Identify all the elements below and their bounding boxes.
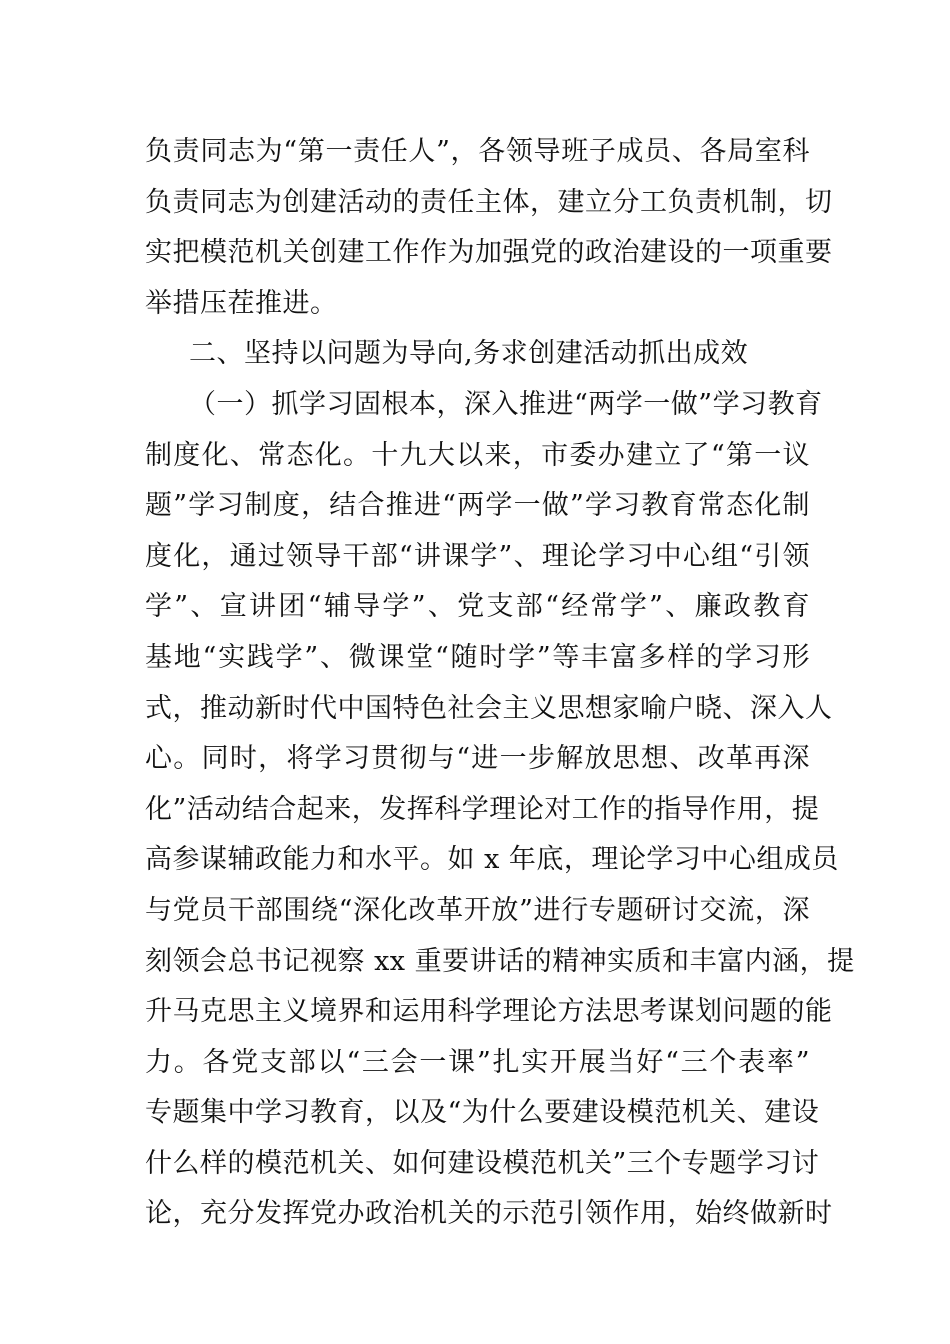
text-line: 基地“实践学”、微课堂“随时学”等丰富多样的学习形	[145, 641, 810, 673]
text-line: 力。各党支部以“三会一课”扎实开展当好“三个表率”	[145, 1046, 810, 1078]
text-line: 什么样的模范机关、如何建设模范机关”三个专题学习讨	[145, 1147, 820, 1179]
text-line: 题”学习制度，结合推进“两学一做”学习教育常态化制	[145, 490, 810, 522]
document-body	[145, 127, 855, 1240]
text-line: 化”活动结合起来，发挥科学理论对工作的指导作用，提	[145, 793, 820, 825]
text-line: （一）抓学习固根本，深入推进“两学一做”学习教育	[189, 388, 823, 420]
text-line: 专题集中学习教育，以及“为什么要建设模范机关、建设	[145, 1097, 820, 1129]
text-line: 度化，通过领导干部“讲课学”、理论学习中心组“引领	[145, 540, 810, 572]
text-line: 与党员干部围绕“深化改革开放”进行专题研讨交流，深	[145, 894, 810, 926]
text-line: 刻领会总书记视察 xx 重要讲话的精神实质和丰富内涵，提	[145, 945, 855, 977]
section-heading: 二、坚持以问题为导向,务求创建活动抓出成效	[189, 338, 749, 370]
paragraph-study	[145, 380, 855, 1240]
text-line: 制度化、常态化。十九大以来，市委办建立了“第一议	[145, 439, 810, 471]
text-line: 举措压茬推进。	[145, 287, 338, 319]
text-line: 负责同志为创建活动的责任主体，建立分工负责机制，切	[145, 186, 833, 218]
text-line: 论，充分发挥党办政治机关的示范引领作用，始终做新时	[145, 1198, 833, 1230]
text-line: 升马克思主义境界和运用科学理论方法思考谋划问题的能	[145, 996, 833, 1028]
text-line: 式，推动新时代中国特色社会主义思想家喻户晓、深入人	[145, 692, 833, 724]
text-line: 心。同时，将学习贯彻与“进一步解放思想、改革再深	[145, 743, 810, 775]
text-line: 学”、宣讲团“辅导学”、党支部“经常学”、廉政教育	[145, 591, 810, 623]
text-line: 实把模范机关创建工作作为加强党的政治建设的一项重要	[145, 237, 833, 269]
text-line: 负责同志为“第一责任人”，各领导班子成员、各局室科	[145, 136, 810, 167]
paragraph-responsibility	[145, 127, 833, 329]
text-line: 高参谋辅政能力和水平。如 x 年底，理论学习中心组成员	[145, 844, 839, 876]
